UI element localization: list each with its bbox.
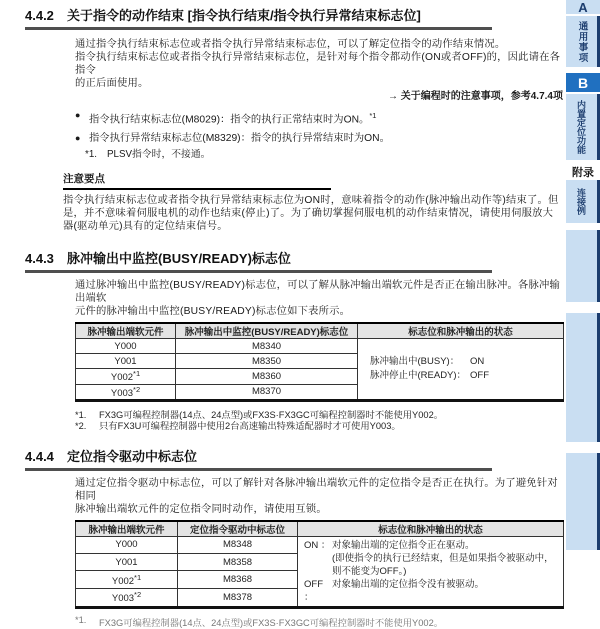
footnote-marker: *1 xyxy=(134,572,142,582)
device-cell: Y002$^{*1}$ xyxy=(76,571,178,589)
device-cell: Y000 xyxy=(76,339,176,354)
busy-ready-flag-table xyxy=(75,322,564,401)
section-title: 定位指令驱动中标志位 xyxy=(67,448,198,464)
note-underline xyxy=(63,188,331,190)
tab-blank-3[interactable] xyxy=(566,453,600,550)
clipped-footnote xyxy=(75,615,600,629)
status-cell xyxy=(358,339,564,400)
paragraph-line: 元件的脉冲输出中监控(BUSY/READY)标志位如下表所示。 xyxy=(75,306,351,318)
tab-blank-1[interactable] xyxy=(566,230,600,302)
bullet-icon: ● xyxy=(75,110,81,120)
section-444-heading xyxy=(25,449,600,465)
status-line: OFF ： 对象输出端的定位指令没有被驱动。 xyxy=(304,578,485,603)
section-444-paragraph xyxy=(75,477,563,516)
section-442-paragraph xyxy=(75,38,563,103)
paragraph-line: 通过指令执行结束标志位或者指令执行异常结束标志位，可以了解定位指令的动作结束情况。 xyxy=(75,39,506,50)
section-rule xyxy=(25,468,492,471)
bullet-icon: ● xyxy=(75,133,81,144)
status-line: 则不能变为OFF。) xyxy=(332,565,407,577)
device-cell: Y000 xyxy=(76,536,178,553)
table-row xyxy=(76,536,564,553)
paragraph-line: 的正后面使用。 xyxy=(75,78,149,89)
column-header: 脉冲输出端软元件 xyxy=(76,323,176,339)
positioning-drive-flag-table xyxy=(75,520,564,609)
section-number: 4.4.2 xyxy=(25,8,54,23)
tab-blank-2[interactable] xyxy=(566,313,600,442)
footnote-text: FX3G可编程控制器(14点、24点型)或FX3S·FX3GC可编程控制器时不能使用Y002。 xyxy=(99,409,444,420)
table-header-row xyxy=(76,323,564,339)
bullet-item xyxy=(75,109,563,126)
cross-reference: → 关于编程时的注意事项，参考4.7.4项 xyxy=(387,91,563,102)
footnote-text: 只有FX3U可编程控制器中使用2台高速输出特殊适配器时才可使用Y003。 xyxy=(99,421,401,432)
tab-a-label[interactable]: 通用事项 xyxy=(566,16,600,67)
footnote-marker: *2 xyxy=(134,590,142,600)
table-header-row xyxy=(76,521,564,537)
bullet-text: 指令执行结束标志位(M8029)：指令的执行正常结束时为ON。$^{*1}$ xyxy=(89,111,377,126)
device-cell: Y003$^{*2}$ xyxy=(76,589,178,608)
footnote-marker: *2 xyxy=(133,384,141,394)
bullet-item xyxy=(75,132,563,145)
section-rule xyxy=(25,27,492,30)
flag-cell: M8370 xyxy=(176,384,358,400)
bullet-footnote xyxy=(75,149,563,161)
column-header: 脉冲输出中监控(BUSY/READY)标志位 xyxy=(176,323,358,339)
status-line: 脉冲停止中(READY)： OFF xyxy=(370,370,489,382)
table-row xyxy=(76,339,564,354)
flag-cell: M8348 xyxy=(178,536,298,553)
section-442-heading xyxy=(25,8,600,24)
paragraph-line: 指令执行结束标志位或者指令执行异常结束标志位，是针对每个指令都动作(ON或者OFF)的，因此请在各指令 xyxy=(75,52,561,76)
status-line: (即使指令的执行已经结束，但是如果指令被驱动中， xyxy=(332,552,554,564)
chapter-tab-sidebar xyxy=(566,0,600,550)
footnote-number: *2. xyxy=(75,421,87,432)
appendix-label: 附录 xyxy=(572,167,594,179)
paragraph-line: 脉冲输出端软元件的定位指令同时动作，请使用互锁。 xyxy=(75,503,327,515)
footnote-number: *1. xyxy=(85,149,97,161)
status-value: ON xyxy=(470,356,485,368)
status-line: 脉冲输出中(BUSY)： ON xyxy=(370,356,485,368)
flag-cell: M8368 xyxy=(178,571,298,589)
tab-a-letter[interactable]: A xyxy=(566,0,600,14)
flag-cell: M8340 xyxy=(176,339,358,354)
section-title: 关于指令的动作结束 [指令执行结束/指令执行异常结束标志位] xyxy=(67,8,421,23)
footnote xyxy=(75,421,600,433)
device-cell: Y002$^{*1}$ xyxy=(76,369,176,384)
table-footnotes xyxy=(75,410,600,433)
section-title: 脉冲输出中监控(BUSY/READY)标志位 xyxy=(67,251,291,267)
tab-connection-example[interactable]: 连接例 xyxy=(566,180,600,223)
device-cell: Y001 xyxy=(76,554,178,571)
section-442-bullets xyxy=(75,109,563,161)
footnote-marker: *1 xyxy=(133,369,141,379)
flag-cell: M8378 xyxy=(178,589,298,608)
paragraph-line: 通过脉冲输出中监控(BUSY/READY)标志位，可以了解从脉冲输出端软元件是否正在输出脉冲。各脉冲输出端软 xyxy=(75,280,561,305)
paragraph-line: 通过定位指令驱动中标志位，可以了解针对各脉冲输出端软元件的定位指令是否正在执行。为了避免针对相同 xyxy=(75,477,558,502)
column-header: 标志位和脉冲输出的状态 xyxy=(298,521,564,537)
note-line: 指令执行结束标志位或者指令执行异常结束标志位为ON时，意味着指令的动作(脉冲输出动作等)结束了。但 xyxy=(63,195,559,207)
section-rule xyxy=(25,270,492,273)
device-cell: Y003$^{*2}$ xyxy=(76,384,176,400)
status-line: ON ： 对象输出端的定位指令正在驱动。 xyxy=(304,539,475,551)
footnote-number: *1. xyxy=(75,614,87,625)
status-value: OFF xyxy=(470,370,489,382)
footnote-text: FX3G可编程控制器(14点、24点型)或FX3S·FX3GC可编程控制器时不能使用Y002。 xyxy=(99,617,444,628)
status-cell xyxy=(298,536,564,607)
footnote-number: *1. xyxy=(75,409,87,420)
device-cell: Y001 xyxy=(76,354,176,369)
flag-cell: M8358 xyxy=(178,554,298,571)
tab-b-letter[interactable]: B xyxy=(566,73,600,92)
flag-cell: M8360 xyxy=(176,369,358,384)
section-number: 4.4.4 xyxy=(25,448,54,464)
flag-cell: M8350 xyxy=(176,354,358,369)
note-line: 是，并不意味着伺服电机的动作也结束(停止)了。为了确切掌握伺服电机的动作结束情况，请使用伺服放大 xyxy=(63,208,554,220)
bullet-text: 指令执行异常结束标志位(M8329)：指令的执行异常结束时为ON。 xyxy=(89,133,390,145)
footnote-marker: *1 xyxy=(369,111,377,120)
footnote xyxy=(75,410,600,422)
footnote-text: PLSV指令时，不接通。 xyxy=(107,149,211,161)
section-number: 4.4.3 xyxy=(25,251,54,267)
note-title: 注意要点 xyxy=(63,173,105,186)
column-header: 标志位和脉冲输出的状态 xyxy=(358,323,564,339)
section-443-paragraph xyxy=(75,279,563,318)
section-443-heading xyxy=(25,251,600,267)
column-header: 定位指令驱动中标志位 xyxy=(178,521,298,537)
column-header: 脉冲输出端软元件 xyxy=(76,521,178,537)
tab-b-label[interactable]: 内置定位功能 xyxy=(566,94,600,160)
caution-note-block xyxy=(63,173,560,233)
note-line: 器(驱动单元)具有的定位结束信号。 xyxy=(63,221,228,233)
